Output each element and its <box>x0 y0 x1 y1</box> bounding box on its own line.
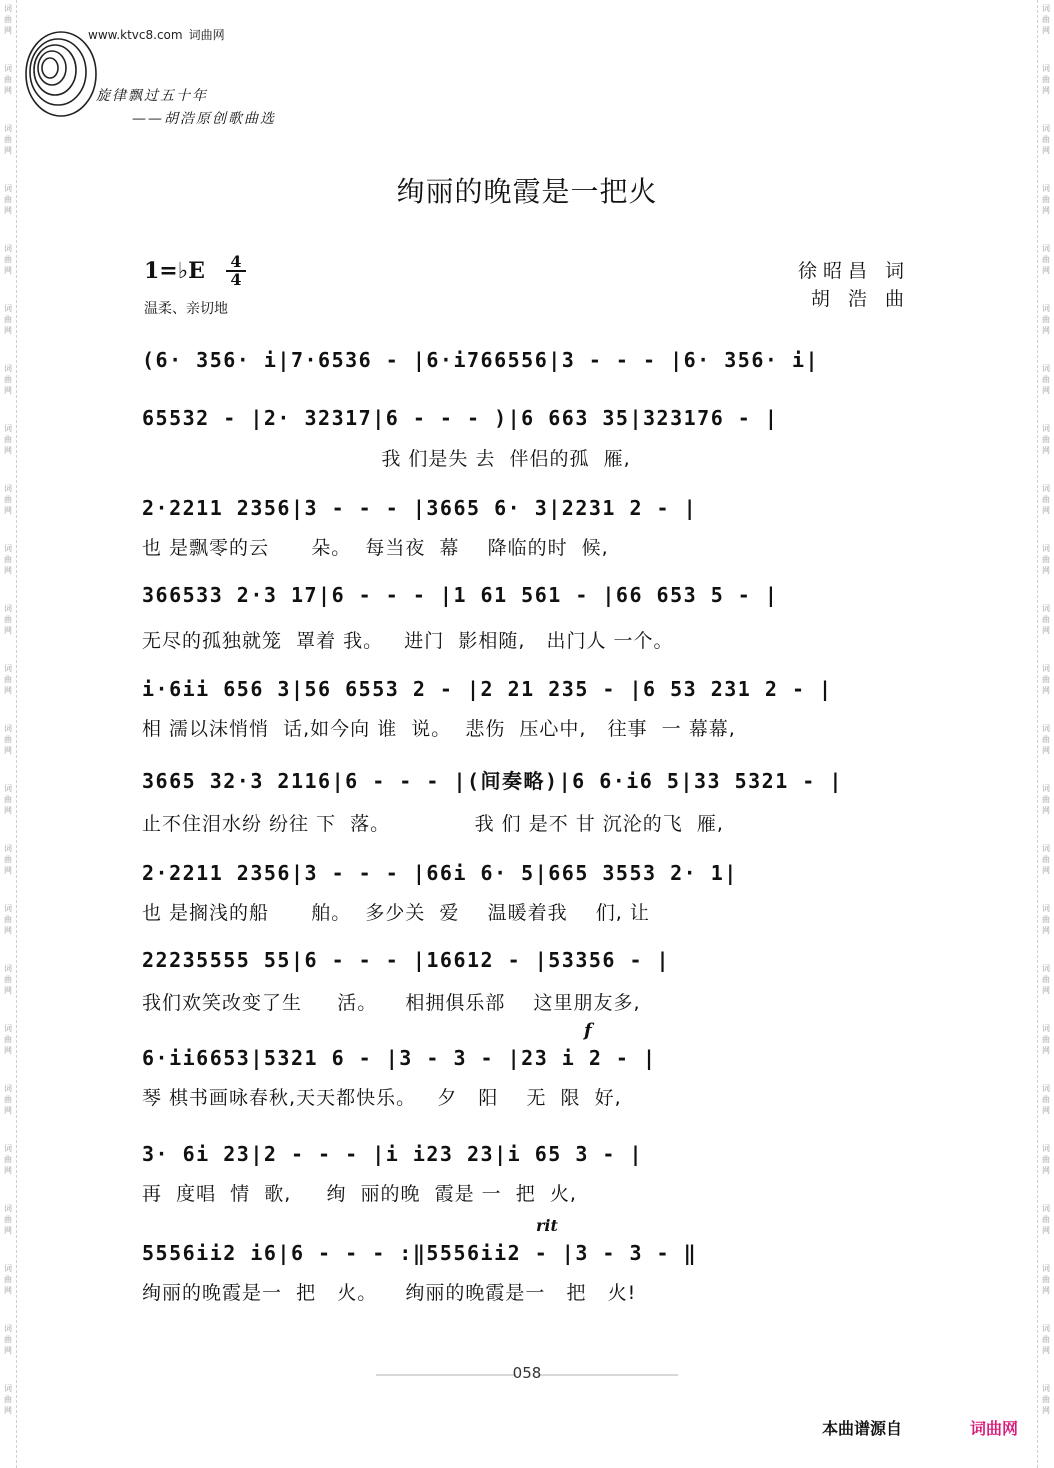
watermark-char: 曲 <box>1042 495 1050 504</box>
watermark-char: 曲 <box>4 915 12 924</box>
watermark-char: 曲 <box>4 75 12 84</box>
watermark-char: 词 <box>4 964 12 973</box>
watermark-char: 曲 <box>1042 675 1050 684</box>
watermark-char: 词 <box>1042 1024 1050 1033</box>
watermark-char: 曲 <box>1042 1395 1050 1404</box>
watermark-char: 网 <box>4 266 12 275</box>
notation-row: 366533 2·3 17|6 - - - |1 61 561 - |66 653 5 - | <box>142 583 779 607</box>
watermark-char: 曲 <box>4 1035 12 1044</box>
watermark-char: 词 <box>4 724 12 733</box>
lyrics-row: 绚丽的晚霞是一 把 火。 绚丽的晚霞是一 把 火! <box>142 1282 637 1304</box>
watermark-char: 网 <box>4 1166 12 1175</box>
notation-row: 3· 6i 23|2 - - - |i i23 23|i 65 3 - | <box>142 1142 644 1166</box>
watermark-char: 网 <box>4 746 12 755</box>
watermark-char: 曲 <box>4 195 12 204</box>
notation-row: 2·2211 2356|3 - - - |66i 6· 5|665 3553 2· 1| <box>142 861 738 885</box>
lyrics-row: 相 濡以沫悄悄 话,如今向 谁 说。 悲伤 压心中, 往事 一 幕幕, <box>142 718 736 740</box>
watermark-char: 网 <box>4 686 12 695</box>
watermark-char: 网 <box>1042 1406 1050 1415</box>
watermark-char: 网 <box>1042 86 1050 95</box>
watermark-char: 网 <box>4 806 12 815</box>
watermark-char: 词 <box>4 1084 12 1093</box>
watermark-char: 词 <box>1042 544 1050 553</box>
watermark-char: 词 <box>4 1024 12 1033</box>
watermark-char: 网 <box>4 1346 12 1355</box>
watermark-char: 词 <box>4 4 12 13</box>
watermark-char: 曲 <box>1042 15 1050 24</box>
watermark-char: 网 <box>1042 446 1050 455</box>
tempo-marking: 温柔、亲切地 <box>144 301 228 317</box>
watermark-char: 网 <box>1042 506 1050 515</box>
time-signature <box>226 254 246 288</box>
watermark-char: 网 <box>1042 146 1050 155</box>
song-title: 绚丽的晚霞是一把火 <box>396 175 658 208</box>
notation-row: 3665 32·3 2116|6 - - - |(间奏略)|6 6·i6 5|33 5321 - | <box>142 769 843 793</box>
watermark-char: 曲 <box>1042 1035 1050 1044</box>
watermark-char: 网 <box>4 1286 12 1295</box>
watermark-char: 词 <box>4 664 12 673</box>
notation-row: 2·2211 2356|3 - - - |3665 6· 3|2231 2 - | <box>142 496 698 520</box>
lyrics-row: 也 是搁浅的船 舶。 多少关 爱 温暖着我 们, 让 <box>142 902 650 924</box>
watermark-char: 词 <box>1042 424 1050 433</box>
watermark-char: 曲 <box>4 255 12 264</box>
watermark-char: 曲 <box>4 1395 12 1404</box>
ritardando-mark: rit <box>536 1216 558 1235</box>
watermark-char: 曲 <box>4 1335 12 1344</box>
watermark-char: 词 <box>1042 904 1050 913</box>
watermark-char: 曲 <box>1042 1095 1050 1104</box>
series-subtitle: ——胡浩原创歌曲选 <box>132 111 276 127</box>
lyrics-row: 我 们是失 去 伴侣的孤 雁, <box>142 448 631 470</box>
watermark-char: 词 <box>1042 1264 1050 1273</box>
watermark-char: 网 <box>4 566 12 575</box>
watermark-char: 网 <box>1042 1226 1050 1235</box>
watermark-char: 网 <box>4 1046 12 1055</box>
watermark-char: 词 <box>1042 1384 1050 1393</box>
watermark-char: 网 <box>4 446 12 455</box>
watermark-char: 词 <box>1042 844 1050 853</box>
watermark-char: 词 <box>1042 184 1050 193</box>
watermark-char: 词 <box>4 1144 12 1153</box>
source-label: 本曲谱源自 <box>822 1419 903 1438</box>
key-signature: 1=♭E <box>144 258 205 284</box>
watermark-char: 曲 <box>1042 735 1050 744</box>
watermark-char: 词 <box>1042 4 1050 13</box>
watermark-char: 词 <box>4 64 12 73</box>
watermark-char: 词 <box>4 844 12 853</box>
watermark-char: 曲 <box>1042 435 1050 444</box>
watermark-char: 网 <box>4 1406 12 1415</box>
watermark-char: 网 <box>4 986 12 995</box>
watermark-char: 曲 <box>1042 1275 1050 1284</box>
watermark-char: 网 <box>1042 866 1050 875</box>
watermark-char: 曲 <box>1042 135 1050 144</box>
watermark-char: 词 <box>1042 244 1050 253</box>
watermark-char: 曲 <box>4 615 12 624</box>
notation-row: 65532 - |2· 32317|6 - - - )|6 663 35|323176 - | <box>142 406 779 430</box>
watermark-char: 网 <box>1042 806 1050 815</box>
watermark-char: 网 <box>1042 686 1050 695</box>
lyrics-row: 无尽的孤独就笼 罩着 我。 进门 影相随, 出门人 一个。 <box>142 630 674 652</box>
watermark-char: 词 <box>4 244 12 253</box>
watermark-char: 词 <box>1042 484 1050 493</box>
watermark-char: 词 <box>1042 724 1050 733</box>
notation-row: i·6ii 656 3|56 6553 2 - |2 21 235 - |6 53 231 2 - | <box>142 677 833 701</box>
watermark-char: 词 <box>1042 604 1050 613</box>
watermark-char: 曲 <box>4 15 12 24</box>
watermark-char: 网 <box>4 386 12 395</box>
watermark-char: 网 <box>1042 386 1050 395</box>
watermark-char: 网 <box>1042 326 1050 335</box>
watermark-char: 曲 <box>1042 315 1050 324</box>
watermark-char: 网 <box>1042 26 1050 35</box>
watermark-char: 曲 <box>4 1095 12 1104</box>
watermark-char: 曲 <box>1042 255 1050 264</box>
watermark-char: 网 <box>4 206 12 215</box>
watermark-char: 网 <box>4 866 12 875</box>
watermark-char: 曲 <box>4 555 12 564</box>
watermark-char: 网 <box>1042 626 1050 635</box>
forte-mark: f <box>584 1020 592 1041</box>
watermark-char: 曲 <box>4 315 12 324</box>
watermark-char: 曲 <box>1042 75 1050 84</box>
watermark-char: 网 <box>1042 1346 1050 1355</box>
lyrics-row: 也 是飘零的云 朵。 每当夜 幕 降临的时 候, <box>142 537 609 559</box>
watermark-char: 词 <box>1042 1084 1050 1093</box>
watermark-char: 网 <box>4 506 12 515</box>
watermark-char: 词 <box>4 304 12 313</box>
right-watermark-strip <box>1037 0 1054 1468</box>
site-header <box>88 26 225 43</box>
watermark-char: 词 <box>4 484 12 493</box>
composer-credit: 胡 浩 曲 <box>810 288 910 310</box>
watermark-char: 网 <box>1042 1286 1050 1295</box>
watermark-char: 词 <box>1042 1144 1050 1153</box>
watermark-char: 词 <box>1042 1204 1050 1213</box>
watermark-char: 词 <box>1042 664 1050 673</box>
watermark-char: 曲 <box>4 855 12 864</box>
watermark-char: 词 <box>4 1384 12 1393</box>
watermark-char: 曲 <box>1042 1215 1050 1224</box>
watermark-char: 曲 <box>4 135 12 144</box>
watermark-char: 网 <box>4 1226 12 1235</box>
watermark-char: 词 <box>4 904 12 913</box>
lyrics-row: 再 度唱 情 歌, 绚 丽的晚 霞是 一 把 火, <box>142 1183 577 1205</box>
watermark-char: 词 <box>4 124 12 133</box>
watermark-char: 词 <box>4 364 12 373</box>
watermark-char: 曲 <box>4 1215 12 1224</box>
time-signature-top: 4 <box>230 252 242 271</box>
left-watermark-strip <box>0 0 17 1468</box>
watermark-char: 曲 <box>1042 975 1050 984</box>
watermark-char: 曲 <box>1042 855 1050 864</box>
watermark-char: 曲 <box>1042 795 1050 804</box>
watermark-char: 曲 <box>4 495 12 504</box>
watermark-char: 曲 <box>1042 195 1050 204</box>
watermark-char: 网 <box>1042 926 1050 935</box>
watermark-char: 词 <box>1042 304 1050 313</box>
watermark-char: 词 <box>1042 124 1050 133</box>
watermark-char: 词 <box>4 184 12 193</box>
watermark-char: 曲 <box>4 975 12 984</box>
watermark-char: 网 <box>1042 1166 1050 1175</box>
watermark-char: 网 <box>1042 746 1050 755</box>
watermark-char: 网 <box>1042 266 1050 275</box>
source-brand-link[interactable]: 词曲网 <box>970 1419 1019 1438</box>
watermark-char: 曲 <box>4 735 12 744</box>
watermark-char: 网 <box>4 146 12 155</box>
watermark-char: 曲 <box>1042 1335 1050 1344</box>
series-title: 旋律飘过五十年 <box>96 88 208 104</box>
watermark-char: 曲 <box>4 1275 12 1284</box>
watermark-char: 曲 <box>4 375 12 384</box>
watermark-char: 网 <box>4 26 12 35</box>
lyricist-credit: 徐昭昌 词 <box>797 260 910 282</box>
watermark-char: 网 <box>1042 1046 1050 1055</box>
watermark-char: 词 <box>1042 784 1050 793</box>
watermark-char: 曲 <box>4 795 12 804</box>
watermark-char: 词 <box>4 604 12 613</box>
watermark-char: 网 <box>4 326 12 335</box>
watermark-char: 词 <box>4 424 12 433</box>
watermark-char: 曲 <box>1042 615 1050 624</box>
watermark-char: 曲 <box>4 675 12 684</box>
watermark-char: 网 <box>1042 566 1050 575</box>
watermark-char: 网 <box>4 626 12 635</box>
watermark-char: 曲 <box>4 1155 12 1164</box>
watermark-char: 词 <box>4 1204 12 1213</box>
lyrics-row: 止不住泪水纷 纷往 下 落。 我 们 是不 甘 沉沦的飞 雁, <box>142 813 724 835</box>
watermark-char: 词 <box>4 544 12 553</box>
watermark-char: 词 <box>4 1264 12 1273</box>
watermark-char: 词 <box>1042 964 1050 973</box>
time-signature-bottom: 4 <box>226 270 246 288</box>
lyrics-row: 琴 棋书画咏春秋,天天都快乐。 夕 阳 无 限 好, <box>142 1087 622 1109</box>
watermark-char: 网 <box>1042 986 1050 995</box>
watermark-char: 网 <box>1042 206 1050 215</box>
notation-row: 5556ii2 i6|6 - - - :‖5556ii2 - |3 - 3 - ‖ <box>142 1241 698 1265</box>
site-url[interactable]: www.ktvc8.com <box>88 28 183 42</box>
watermark-char: 网 <box>1042 1106 1050 1115</box>
watermark-char: 曲 <box>4 435 12 444</box>
lyrics-row: 我们欢笑改变了生 活。 相拥俱乐部 这里朋友多, <box>142 992 641 1014</box>
page-number: 058 <box>512 1364 542 1382</box>
site-name: 词曲网 <box>188 28 225 42</box>
watermark-char: 曲 <box>1042 915 1050 924</box>
watermark-char: 曲 <box>1042 1155 1050 1164</box>
watermark-char: 词 <box>1042 364 1050 373</box>
watermark-char: 词 <box>4 1324 12 1333</box>
watermark-char: 词 <box>1042 1324 1050 1333</box>
notation-row: 6·ii6653|5321 6 - |3 - 3 - |23 i 2 - | <box>142 1046 657 1070</box>
notation-row: 22235555 55|6 - - - |16612 - |53356 - | <box>142 948 671 972</box>
notation-row: (6· 356· i|7·6536 - |6·i766556|3 - - - |6· 356· i| <box>142 348 820 372</box>
watermark-char: 曲 <box>1042 555 1050 564</box>
watermark-char: 词 <box>4 784 12 793</box>
watermark-char: 词 <box>1042 64 1050 73</box>
watermark-char: 网 <box>4 86 12 95</box>
watermark-char: 网 <box>4 1106 12 1115</box>
watermark-char: 曲 <box>1042 375 1050 384</box>
watermark-char: 网 <box>4 926 12 935</box>
